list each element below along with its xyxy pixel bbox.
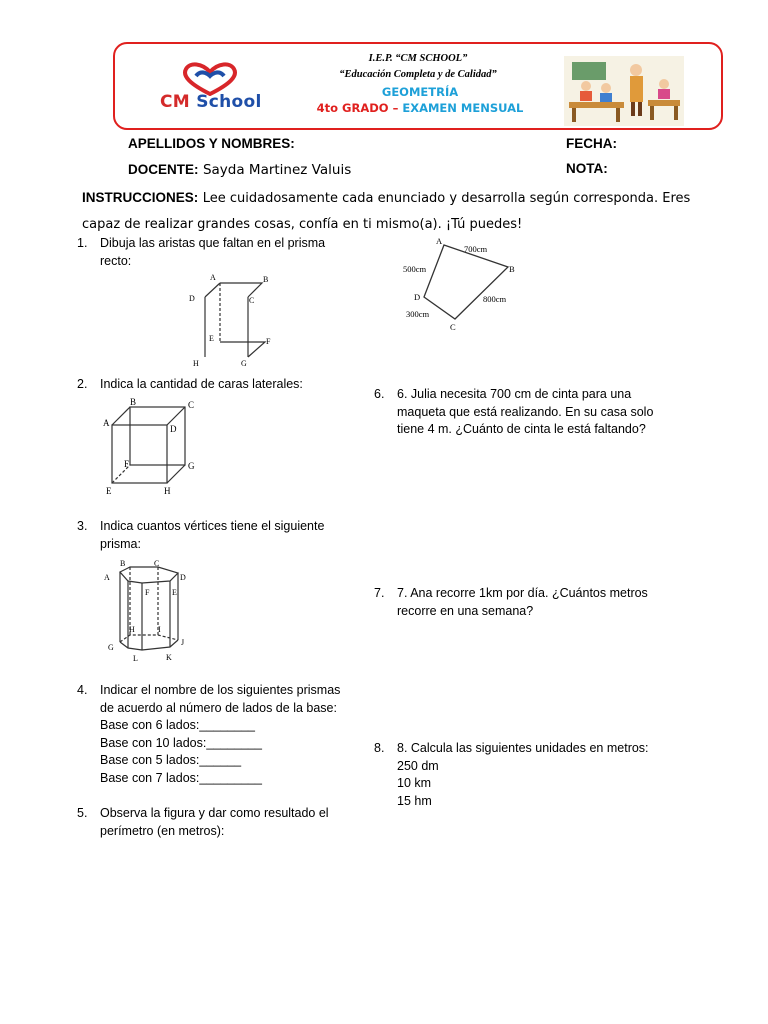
fig3-label: D — [180, 573, 186, 582]
fig3-label: H — [129, 625, 135, 634]
fig3-label: A — [104, 573, 110, 582]
question-3: 3. Indica cuantos vértices tiene el siguiente prisma: — [77, 519, 325, 551]
figure-quadrilateral-5 — [400, 233, 530, 333]
fig1-label: H — [193, 359, 199, 368]
fig2-label: H — [164, 486, 171, 496]
fig5-point: A — [436, 236, 443, 246]
question-6: 6. 6. Julia necesita 700 cm de cinta para una maqueta que está realizando. En su casa solo tiene 4 m. ¿Cuánto de cinta le está faltando? — [374, 387, 654, 436]
question-5: 5. Observa la figura y dar como resultado el perímetro (en metros): — [77, 806, 329, 838]
fig3-label: L — [133, 654, 138, 663]
instructions-label: INSTRUCCIONES: — [82, 190, 199, 205]
fig5-point: D — [414, 292, 421, 302]
fig2-label: B — [130, 397, 137, 407]
fig3-label: E — [172, 588, 177, 597]
q8-item: 15 hm — [397, 793, 432, 808]
fig1-label: E — [209, 334, 214, 343]
name-label: APELLIDOS Y NOMBRES: — [128, 136, 295, 151]
figure-cube-2 — [100, 395, 210, 500]
fig3-label: F — [145, 588, 150, 597]
fig2-label: A — [103, 418, 110, 428]
fig1-label: D — [189, 294, 195, 303]
fig1-label: F — [266, 337, 271, 346]
fig5-point: B — [509, 264, 515, 274]
question-7: 7. 7. Ana recorre 1km por día. ¿Cuántos metros recorre en una semana? — [374, 586, 648, 618]
fig5-side: 800cm — [483, 294, 507, 304]
exam-title: 4to GRADO – EXAMEN MENSUAL — [316, 101, 524, 115]
school-motto: “Educación Completa y de Calidad” — [339, 69, 497, 80]
fig2-label: D — [170, 424, 177, 434]
teacher-label: DOCENTE: — [128, 162, 199, 177]
q4-item: Base con 6 lados:________ — [100, 718, 255, 732]
figure-prism-1 — [185, 270, 275, 370]
subject-title: GEOMETRÍA — [381, 85, 459, 99]
question-2: 2. Indica la cantidad de caras laterales: — [77, 377, 303, 391]
fig1-label: B — [263, 275, 269, 284]
fig5-side: 700cm — [464, 244, 488, 254]
instructions-line1: Lee cuidadosamente cada enunciado y desarrolla según corresponda. Eres — [202, 191, 691, 206]
q4-item: Base con 5 lados:______ — [100, 753, 242, 767]
question-8: 8. 8. Calcula las siguientes unidades en metros: 250 dm 10 km 15 hm — [397, 740, 697, 810]
question-4: 4. Indicar el nombre de los siguientes prismas de acuerdo al número de lados de la base: Base con 6 lados:________ Base con 10 lados:________ Base con 5 lados:______ Base con 7 lados:_________ — [100, 682, 370, 787]
fig5-side: 300cm — [406, 309, 430, 319]
date-label: FECHA: — [566, 136, 617, 151]
fig1-label: G — [241, 359, 247, 368]
figure-hexagonal-prism-3 — [100, 555, 200, 665]
school-name: I.E.P. “CM SCHOOL” — [368, 53, 468, 64]
q8-item: 250 dm — [397, 758, 439, 773]
fig5-side: 500cm — [403, 264, 427, 274]
fig3-label: K — [166, 653, 172, 662]
teacher-row — [128, 161, 351, 179]
fig3-label: J — [181, 638, 185, 647]
fig2-label: C — [188, 400, 195, 410]
q4-item: Base con 7 lados:_________ — [100, 770, 262, 785]
instructions-line2: capaz de realizar grandes cosas, confía en ti mismo(a). ¡Tú puedes! — [82, 217, 523, 232]
fig1-label: C — [249, 296, 255, 305]
question-1: 1. Dibuja las aristas que faltan en el prisma recto: — [77, 236, 326, 268]
teacher-name: Sayda Martinez Valuis — [202, 162, 352, 178]
classroom-illustration — [564, 56, 684, 126]
fig2-label: F — [124, 459, 130, 469]
heart-logo-icon — [180, 62, 240, 96]
fig5-point: C — [450, 322, 456, 332]
grade-label: NOTA: — [566, 161, 608, 176]
fig3-label: G — [108, 643, 114, 652]
fig1-label: A — [210, 273, 216, 282]
fig2-label: G — [188, 461, 195, 471]
fig2-label: E — [106, 486, 112, 496]
fig3-label: C — [154, 559, 160, 568]
q8-item: 10 km — [397, 776, 432, 790]
fig3-label: I — [158, 625, 161, 634]
q4-item: Base con 10 lados:________ — [100, 735, 262, 750]
fig3-label: B — [120, 559, 126, 568]
instructions — [82, 185, 742, 238]
logo-text: CM School — [160, 92, 262, 112]
